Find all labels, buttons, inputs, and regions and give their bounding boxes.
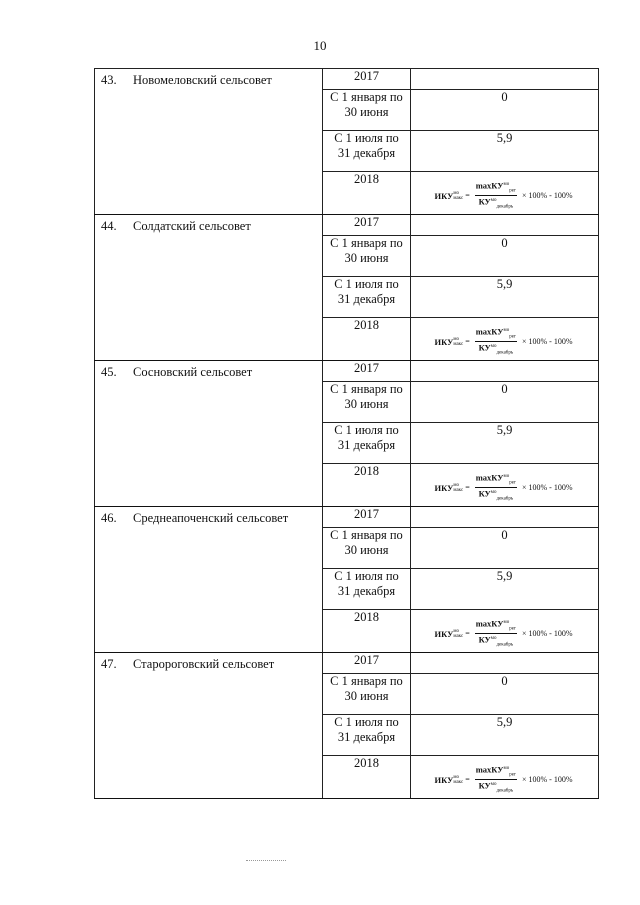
period-cell: С 1 июля по 31 декабря xyxy=(323,277,411,318)
table-row xyxy=(95,361,599,382)
value-cell: 0 xyxy=(411,528,599,569)
formula: ИКУ мо макс = $\frac{\max КУ^{мо}_{рег}}{КУ^{мо}_{декабрь}}$ × 100% - 100% xyxy=(434,326,573,356)
year-cell: 2017 xyxy=(323,361,411,382)
value-cell: 5,9 xyxy=(411,277,599,318)
value-cell-empty xyxy=(411,361,599,382)
row-number: 45. xyxy=(101,365,117,379)
year-cell: 2017 xyxy=(323,653,411,674)
value-cell: 0 xyxy=(411,382,599,423)
period-cell: С 1 января по 30 июня xyxy=(323,674,411,715)
formula-cell xyxy=(411,318,599,361)
value-cell-empty xyxy=(411,69,599,90)
value-cell-empty xyxy=(411,215,599,236)
row-number: 43. xyxy=(101,73,117,87)
period-cell: С 1 июля по 31 декабря xyxy=(323,131,411,172)
year-cell: 2017 xyxy=(323,507,411,528)
period-cell: С 1 июля по 31 декабря xyxy=(323,423,411,464)
table-row xyxy=(95,215,599,236)
formula: ИКУ мо макс = $\frac{\max КУ^{мо}_{рег}}{КУ^{мо}_{декабрь}}$ × 100% - 100% xyxy=(434,180,573,210)
value-cell-empty xyxy=(411,653,599,674)
settlement-name: Старороговский сельсовет xyxy=(133,657,275,671)
value-cell: 5,9 xyxy=(411,423,599,464)
period-cell: С 1 января по 30 июня xyxy=(323,236,411,277)
tariff-table xyxy=(94,68,599,799)
settlement-name: Солдатский сельсовет xyxy=(133,219,251,233)
table-row xyxy=(95,507,599,528)
period-cell: С 1 января по 30 июня xyxy=(323,528,411,569)
row-number: 47. xyxy=(101,657,117,671)
settlement-name: Новомеловский сельсовет xyxy=(133,73,272,87)
period-cell: С 1 июля по 31 декабря xyxy=(323,569,411,610)
value-cell: 0 xyxy=(411,236,599,277)
formula: ИКУ мо макс = $\frac{\max КУ^{мо}_{рег}}{КУ^{мо}_{декабрь}}$ × 100% - 100% xyxy=(434,472,573,502)
year-cell: 2018 xyxy=(323,464,411,507)
period-cell: С 1 июля по 31 декабря xyxy=(323,715,411,756)
row-number: 44. xyxy=(101,219,117,233)
year-cell: 2018 xyxy=(323,610,411,653)
formula-cell xyxy=(411,172,599,215)
year-cell: 2018 xyxy=(323,318,411,361)
year-cell: 2017 xyxy=(323,69,411,90)
row-number: 46. xyxy=(101,511,117,525)
settlement-cell xyxy=(95,361,323,507)
year-cell: 2017 xyxy=(323,215,411,236)
period-cell: С 1 января по 30 июня xyxy=(323,382,411,423)
value-cell: 0 xyxy=(411,674,599,715)
formula: ИКУ мо макс = $\frac{\max КУ^{мо}_{рег}}{КУ^{мо}_{декабрь}}$ × 100% - 100% xyxy=(434,618,573,648)
value-cell: 5,9 xyxy=(411,715,599,756)
settlement-cell xyxy=(95,69,323,215)
period-cell: С 1 января по 30 июня xyxy=(323,90,411,131)
settlement-cell xyxy=(95,653,323,799)
formula: ИКУ мо макс = $\frac{\max КУ^{мо}_{рег}}{КУ^{мо}_{декабрь}}$ × 100% - 100% xyxy=(434,764,573,794)
formula-cell xyxy=(411,756,599,799)
formula-cell xyxy=(411,610,599,653)
settlement-cell xyxy=(95,507,323,653)
settlement-name: Сосновский сельсовет xyxy=(133,365,253,379)
value-cell: 5,9 xyxy=(411,131,599,172)
table-row xyxy=(95,653,599,674)
value-cell: 0 xyxy=(411,90,599,131)
year-cell: 2018 xyxy=(323,756,411,799)
value-cell-empty xyxy=(411,507,599,528)
settlement-cell xyxy=(95,215,323,361)
page-number: 10 xyxy=(313,38,327,53)
footer-mark xyxy=(246,860,286,862)
table-row xyxy=(95,69,599,90)
settlement-name: Среднеапоченский сельсовет xyxy=(133,511,289,525)
value-cell: 5,9 xyxy=(411,569,599,610)
formula-cell xyxy=(411,464,599,507)
year-cell: 2018 xyxy=(323,172,411,215)
